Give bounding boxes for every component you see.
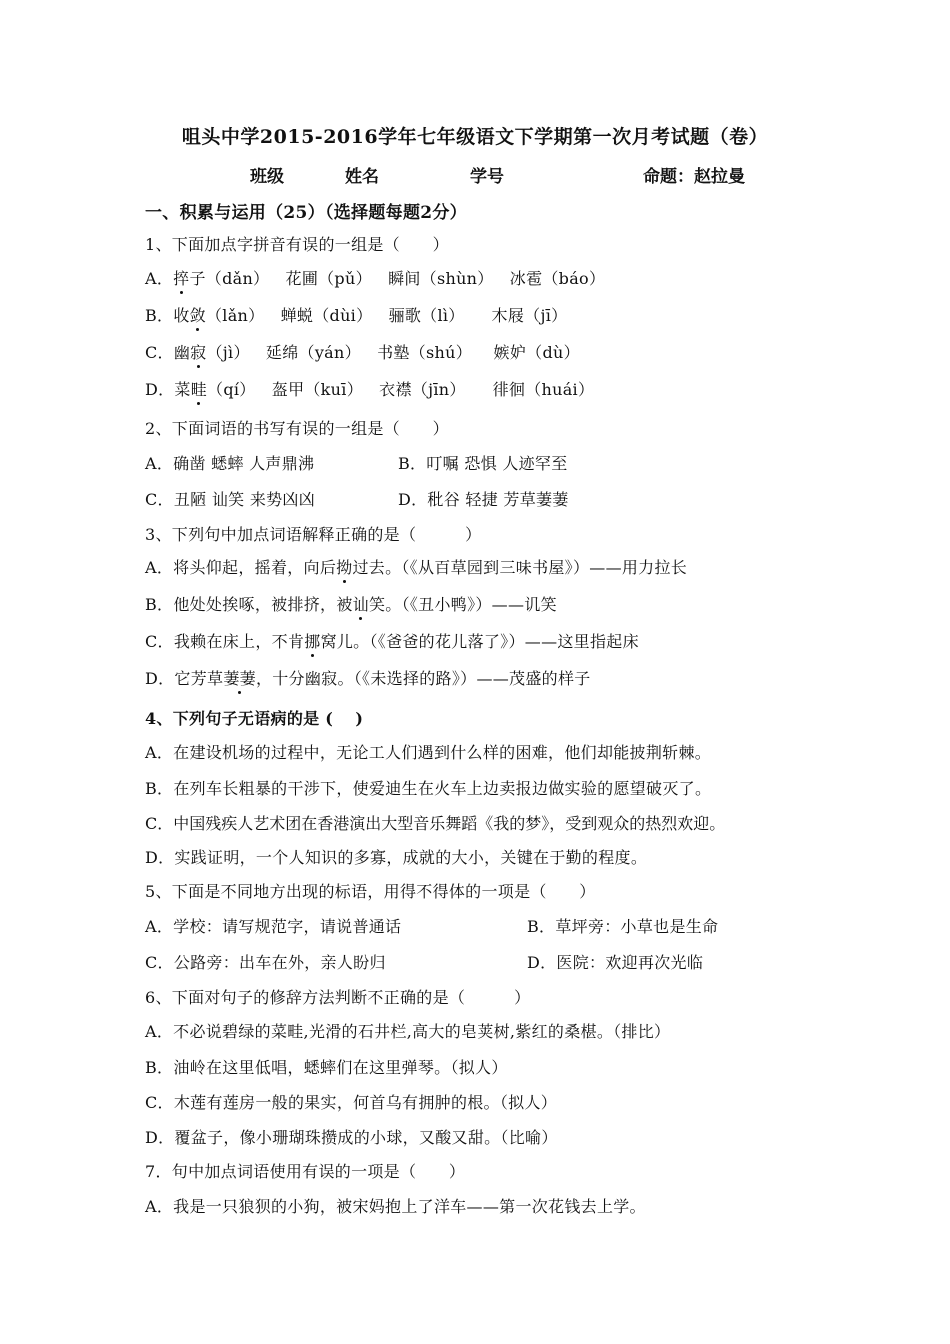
q2-option-c: C．丑陋 讪笑 来势凶凶 [145, 490, 316, 509]
name-label: 姓名 [345, 167, 379, 187]
dotted-char: 拗 [336, 558, 353, 577]
q4-stem: 4、下列句子无语病的是 ( ) [145, 709, 364, 728]
q2-option-b: B．叮嘱 恐惧 人迹罕至 [398, 454, 568, 473]
q5-option-d: D．医院：欢迎再次光临 [527, 953, 704, 972]
q1-option-d: D．菜畦（qí） 盔甲（kuī） 衣襟（jīn） 徘徊（huái） [145, 380, 595, 399]
q3-option-d: D．它芳草萋萋，十分幽寂。（《未选择的路》）——茂盛的样子 [145, 669, 591, 688]
q4-option-b: B．在列车长粗暴的干涉下，使爱迪生在火车上边卖报边做实验的愿望破灭了。 [145, 779, 712, 798]
dotted-char: 萋萋 [223, 669, 256, 688]
q1-option-b: B．收敛（lǎn） 蝉蜕（dùi） 骊歌（lì） 木屐（jī） [145, 306, 568, 325]
q3-option-a: A．将头仰起，摇着，向后拗过去。（《从百草园到三味书屋》）——用力拉长 [145, 558, 688, 577]
q2-option-d: D．秕谷 轻捷 芳草萋萋 [398, 490, 569, 509]
q3-stem: 3、下列句中加点词语解释正确的是（ ） [145, 525, 482, 544]
dotted-char: 寂 [190, 343, 207, 362]
section-heading: 一、积累与运用（25）（选择题每题2分） [145, 203, 467, 223]
q2-option-a: A．确凿 蟋蟀 人声鼎沸 [145, 454, 315, 473]
q5-option-a: A．学校：请写规范字，请说普通话 [145, 917, 402, 936]
q4-option-d: D．实践证明，一个人知识的多寡，成就的大小，关键在于勤的程度。 [145, 848, 648, 867]
q1-option-c: C．幽寂（jì） 延绵（yán） 书塾（shú） 嫉妒（dù） [145, 343, 580, 362]
q1-option-a: A．捽子（dǎn） 花圃（pǔ） 瞬间（shùn） 冰雹（báo） [145, 269, 606, 288]
exam-title: 咀头中学2015-2016学年七年级语文下学期第一次月考试题（卷） [181, 126, 769, 148]
q2-stem: 2、下面词语的书写有误的一组是（ ） [145, 419, 449, 438]
q5-stem: 5、下面是不同地方出现的标语，用得不得体的一项是（ ） [145, 882, 596, 901]
student-number-label: 学号 [470, 167, 504, 187]
q1-stem: 1、下面加点字拼音有误的一组是（ ） [145, 235, 449, 254]
dotted-char: 挪 [304, 632, 321, 651]
dotted-char: 讪 [352, 595, 369, 614]
dotted-char: 畦 [190, 380, 208, 399]
q3-option-b: B．他处处挨啄，被排挤，被讪笑。（《丑小鸭》）——讥笑 [145, 595, 557, 614]
q4-option-c: C．中国残疾人艺术团在香港演出大型音乐舞蹈《我的梦》，受到观众的热烈欢迎。 [145, 814, 726, 833]
q6-option-c: C．木莲有莲房一般的果实，何首乌有拥肿的根。（拟人） [145, 1093, 558, 1112]
q6-stem: 6、下面对句子的修辞方法判断不正确的是（ ） [145, 988, 531, 1007]
class-label: 班级 [250, 167, 284, 187]
q5-option-c: C．公路旁：出车在外，亲人盼归 [145, 953, 386, 972]
q5-option-b: B．草坪旁：小草也是生命 [527, 917, 719, 936]
q3-option-c: C．我赖在床上，不肯挪窝儿。（《爸爸的花儿落了》）——这里指起床 [145, 632, 639, 651]
dotted-char: 捽 [173, 269, 190, 288]
q4-option-a: A．在建设机场的过程中，无论工人们遇到什么样的困难，他们却能披荆斩棘。 [145, 743, 712, 762]
q6-option-a: A．不必说碧绿的菜畦,光滑的石井栏,高大的皂荚树,紫红的桑椹。（排比） [145, 1022, 671, 1041]
q7-option-a: A．我是一只狼狈的小狗，被宋妈抱上了洋车——第一次花钱去上学。 [145, 1197, 646, 1216]
dotted-char: 敛 [189, 306, 206, 325]
q6-option-b: B．油岭在这里低唱，蟋蟀们在这里弹琴。（拟人） [145, 1058, 508, 1077]
q7-stem: 7．句中加点词语使用有误的一项是（ ） [145, 1162, 466, 1181]
author-label: 命题：赵拉曼 [643, 167, 745, 187]
q6-option-d: D．覆盆子，像小珊瑚珠攒成的小球，又酸又甜。（比喻） [145, 1128, 558, 1147]
